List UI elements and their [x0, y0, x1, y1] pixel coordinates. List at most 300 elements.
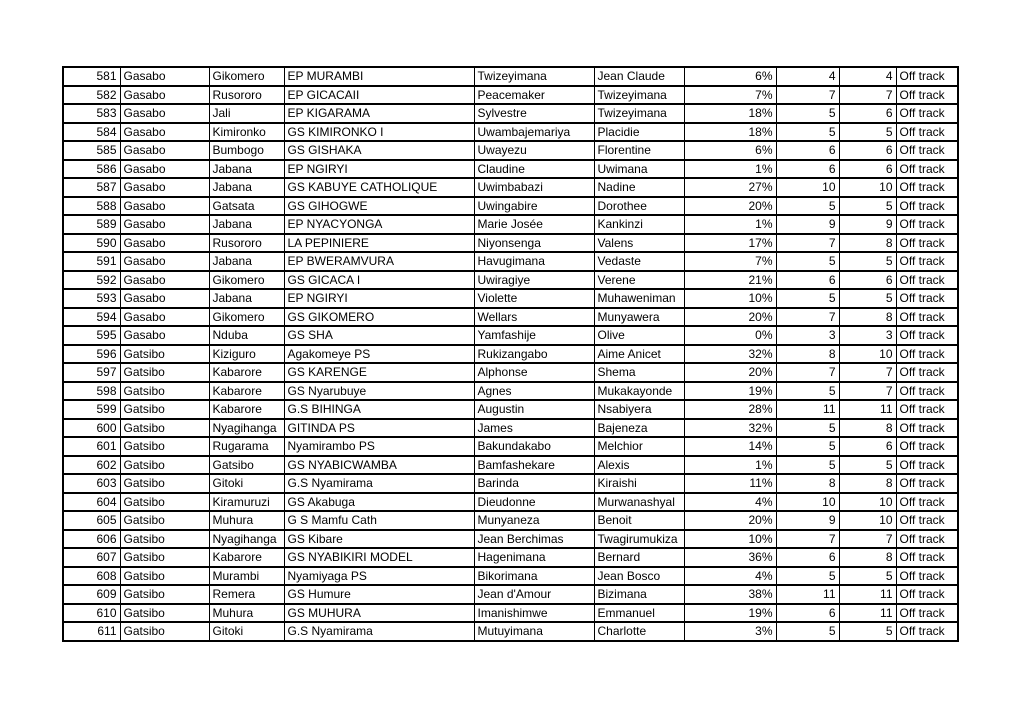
- cell-sector: Kiramuruzi: [209, 493, 284, 512]
- cell-row_number: 587: [63, 178, 120, 197]
- cell-first_name: Bakundakabo: [474, 437, 594, 456]
- cell-value_b: 6: [839, 160, 896, 179]
- cell-value_b: 10: [839, 178, 896, 197]
- cell-row_number: 591: [63, 252, 120, 271]
- cell-value_a: 5: [776, 382, 839, 401]
- cell-sector: Kabarore: [209, 400, 284, 419]
- cell-first_name: Niyonsenga: [474, 234, 594, 253]
- cell-row_number: 583: [63, 104, 120, 123]
- cell-value_a: 5: [776, 104, 839, 123]
- cell-first_name: Imanishimwe: [474, 604, 594, 623]
- cell-row_number: 611: [63, 622, 120, 641]
- cell-last_name: Muhaweniman: [594, 289, 684, 308]
- cell-value_a: 10: [776, 178, 839, 197]
- cell-percent: 7%: [684, 86, 776, 105]
- table-row: [63, 197, 958, 216]
- cell-value_a: 5: [776, 252, 839, 271]
- cell-percent: 18%: [684, 104, 776, 123]
- cell-district: Gatsibo: [120, 382, 209, 401]
- cell-status: Off track: [896, 67, 958, 86]
- cell-value_a: 7: [776, 530, 839, 549]
- cell-value_b: 7: [839, 86, 896, 105]
- cell-first_name: Dieudonne: [474, 493, 594, 512]
- cell-district: Gatsibo: [120, 530, 209, 549]
- cell-district: Gatsibo: [120, 511, 209, 530]
- cell-district: Gasabo: [120, 104, 209, 123]
- cell-value_a: 8: [776, 474, 839, 493]
- cell-status: Off track: [896, 622, 958, 641]
- cell-district: Gasabo: [120, 289, 209, 308]
- cell-status: Off track: [896, 493, 958, 512]
- cell-value_b: 5: [839, 567, 896, 586]
- cell-first_name: Twizeyimana: [474, 67, 594, 86]
- cell-row_number: 610: [63, 604, 120, 623]
- cell-row_number: 588: [63, 197, 120, 216]
- cell-school: G.S Nyamirama: [284, 474, 474, 493]
- cell-school: GS GIHOGWE: [284, 197, 474, 216]
- cell-value_b: 3: [839, 326, 896, 345]
- cell-row_number: 607: [63, 548, 120, 567]
- cell-row_number: 599: [63, 400, 120, 419]
- cell-value_a: 6: [776, 548, 839, 567]
- cell-last_name: Mukakayonde: [594, 382, 684, 401]
- cell-district: Gasabo: [120, 67, 209, 86]
- cell-first_name: Sylvestre: [474, 104, 594, 123]
- cell-value_a: 4: [776, 67, 839, 86]
- cell-school: EP NYACYONGA: [284, 215, 474, 234]
- cell-district: Gasabo: [120, 252, 209, 271]
- cell-first_name: Bikorimana: [474, 567, 594, 586]
- cell-status: Off track: [896, 585, 958, 604]
- cell-sector: Kabarore: [209, 548, 284, 567]
- cell-row_number: 604: [63, 493, 120, 512]
- cell-percent: 38%: [684, 585, 776, 604]
- cell-value_b: 8: [839, 474, 896, 493]
- cell-sector: Nyagihanga: [209, 419, 284, 438]
- cell-last_name: Emmanuel: [594, 604, 684, 623]
- cell-school: GS GICACA I: [284, 271, 474, 290]
- cell-first_name: Bamfashekare: [474, 456, 594, 475]
- cell-status: Off track: [896, 474, 958, 493]
- cell-percent: 21%: [684, 271, 776, 290]
- table-row: [63, 511, 958, 530]
- cell-value_b: 4: [839, 67, 896, 86]
- cell-status: Off track: [896, 530, 958, 549]
- cell-status: Off track: [896, 604, 958, 623]
- table-row: [63, 326, 958, 345]
- cell-last_name: Nadine: [594, 178, 684, 197]
- cell-row_number: 597: [63, 363, 120, 382]
- cell-value_a: 5: [776, 123, 839, 142]
- cell-last_name: Vedaste: [594, 252, 684, 271]
- table-row: [63, 530, 958, 549]
- cell-value_a: 5: [776, 197, 839, 216]
- cell-last_name: Murwanashyal: [594, 493, 684, 512]
- table-row: [63, 474, 958, 493]
- cell-school: G.S Nyamirama: [284, 622, 474, 641]
- cell-school: LA PEPINIERE: [284, 234, 474, 253]
- cell-sector: Gikomero: [209, 271, 284, 290]
- table-row: [63, 141, 958, 160]
- cell-status: Off track: [896, 308, 958, 327]
- cell-last_name: Munyawera: [594, 308, 684, 327]
- table-row: [63, 622, 958, 641]
- cell-value_a: 7: [776, 363, 839, 382]
- table-row: [63, 604, 958, 623]
- cell-district: Gatsibo: [120, 548, 209, 567]
- cell-percent: 1%: [684, 456, 776, 475]
- cell-last_name: Valens: [594, 234, 684, 253]
- cell-sector: Gatsata: [209, 197, 284, 216]
- cell-first_name: Hagenimana: [474, 548, 594, 567]
- cell-last_name: Uwimana: [594, 160, 684, 179]
- cell-first_name: Augustin: [474, 400, 594, 419]
- cell-district: Gatsibo: [120, 585, 209, 604]
- cell-value_b: 5: [839, 252, 896, 271]
- cell-last_name: Placidie: [594, 123, 684, 142]
- cell-school: Nyamirambo PS: [284, 437, 474, 456]
- cell-status: Off track: [896, 197, 958, 216]
- cell-value_a: 7: [776, 308, 839, 327]
- cell-first_name: Uwingabire: [474, 197, 594, 216]
- cell-value_b: 5: [839, 197, 896, 216]
- cell-percent: 10%: [684, 289, 776, 308]
- cell-row_number: 606: [63, 530, 120, 549]
- cell-district: Gasabo: [120, 234, 209, 253]
- cell-last_name: Kiraishi: [594, 474, 684, 493]
- table-row: [63, 345, 958, 364]
- cell-sector: Jabana: [209, 289, 284, 308]
- cell-row_number: 594: [63, 308, 120, 327]
- cell-district: Gatsibo: [120, 567, 209, 586]
- cell-percent: 32%: [684, 345, 776, 364]
- cell-percent: 19%: [684, 382, 776, 401]
- cell-value_b: 10: [839, 493, 896, 512]
- cell-sector: Jabana: [209, 252, 284, 271]
- table-row: [63, 252, 958, 271]
- cell-status: Off track: [896, 437, 958, 456]
- table-row: [63, 382, 958, 401]
- cell-first_name: Wellars: [474, 308, 594, 327]
- cell-district: Gasabo: [120, 160, 209, 179]
- cell-status: Off track: [896, 234, 958, 253]
- cell-school: GS KIMIRONKO I: [284, 123, 474, 142]
- cell-sector: Rugarama: [209, 437, 284, 456]
- cell-value_a: 9: [776, 511, 839, 530]
- cell-value_a: 3: [776, 326, 839, 345]
- table-row: [63, 123, 958, 142]
- cell-row_number: 586: [63, 160, 120, 179]
- cell-status: Off track: [896, 86, 958, 105]
- cell-sector: Remera: [209, 585, 284, 604]
- cell-percent: 20%: [684, 511, 776, 530]
- table-row: [63, 160, 958, 179]
- cell-row_number: 581: [63, 67, 120, 86]
- cell-first_name: Uwayezu: [474, 141, 594, 160]
- cell-first_name: Havugimana: [474, 252, 594, 271]
- cell-sector: Muhura: [209, 604, 284, 623]
- cell-first_name: Marie Josée: [474, 215, 594, 234]
- cell-value_b: 8: [839, 419, 896, 438]
- table-row: [63, 548, 958, 567]
- cell-district: Gasabo: [120, 197, 209, 216]
- cell-percent: 32%: [684, 419, 776, 438]
- cell-sector: Murambi: [209, 567, 284, 586]
- cell-first_name: Munyaneza: [474, 511, 594, 530]
- cell-value_a: 7: [776, 234, 839, 253]
- cell-value_b: 6: [839, 141, 896, 160]
- cell-value_b: 11: [839, 400, 896, 419]
- cell-sector: Gitoki: [209, 622, 284, 641]
- cell-last_name: Charlotte: [594, 622, 684, 641]
- cell-status: Off track: [896, 215, 958, 234]
- cell-row_number: 584: [63, 123, 120, 142]
- cell-first_name: Mutuyimana: [474, 622, 594, 641]
- cell-first_name: James: [474, 419, 594, 438]
- cell-sector: Kabarore: [209, 363, 284, 382]
- cell-last_name: Bizimana: [594, 585, 684, 604]
- cell-district: Gatsibo: [120, 456, 209, 475]
- cell-row_number: 590: [63, 234, 120, 253]
- cell-row_number: 585: [63, 141, 120, 160]
- cell-value_b: 6: [839, 437, 896, 456]
- cell-district: Gatsibo: [120, 400, 209, 419]
- cell-value_a: 9: [776, 215, 839, 234]
- table-row: [63, 437, 958, 456]
- cell-district: Gatsibo: [120, 419, 209, 438]
- cell-last_name: Verene: [594, 271, 684, 290]
- cell-status: Off track: [896, 326, 958, 345]
- table-row: [63, 567, 958, 586]
- cell-school: EP GICACAII: [284, 86, 474, 105]
- cell-district: Gatsibo: [120, 474, 209, 493]
- cell-percent: 20%: [684, 197, 776, 216]
- cell-status: Off track: [896, 345, 958, 364]
- cell-percent: 4%: [684, 493, 776, 512]
- cell-district: Gasabo: [120, 86, 209, 105]
- cell-school: GS NYABIKIRI MODEL: [284, 548, 474, 567]
- cell-status: Off track: [896, 548, 958, 567]
- cell-row_number: 603: [63, 474, 120, 493]
- report-table-body: [63, 67, 958, 641]
- cell-first_name: Jean d'Amour: [474, 585, 594, 604]
- cell-value_b: 8: [839, 308, 896, 327]
- cell-sector: Nyagihanga: [209, 530, 284, 549]
- cell-value_a: 6: [776, 271, 839, 290]
- cell-status: Off track: [896, 289, 958, 308]
- cell-value_b: 9: [839, 215, 896, 234]
- cell-district: Gatsibo: [120, 345, 209, 364]
- table-row: [63, 104, 958, 123]
- cell-row_number: 600: [63, 419, 120, 438]
- cell-school: GS Kibare: [284, 530, 474, 549]
- cell-school: GITINDA PS: [284, 419, 474, 438]
- cell-value_b: 6: [839, 104, 896, 123]
- cell-value_b: 8: [839, 548, 896, 567]
- cell-row_number: 598: [63, 382, 120, 401]
- cell-status: Off track: [896, 123, 958, 142]
- cell-percent: 18%: [684, 123, 776, 142]
- cell-value_b: 7: [839, 530, 896, 549]
- cell-last_name: Aime Anicet: [594, 345, 684, 364]
- table-row: [63, 234, 958, 253]
- cell-first_name: Uwimbabazi: [474, 178, 594, 197]
- cell-sector: Jabana: [209, 215, 284, 234]
- cell-percent: 28%: [684, 400, 776, 419]
- cell-row_number: 601: [63, 437, 120, 456]
- cell-first_name: Alphonse: [474, 363, 594, 382]
- cell-first_name: Claudine: [474, 160, 594, 179]
- cell-first_name: Uwambajemariya: [474, 123, 594, 142]
- cell-last_name: Kankinzi: [594, 215, 684, 234]
- table-row: [63, 86, 958, 105]
- cell-last_name: Olive: [594, 326, 684, 345]
- cell-percent: 20%: [684, 308, 776, 327]
- cell-value_a: 11: [776, 585, 839, 604]
- cell-school: GS MUHURA: [284, 604, 474, 623]
- cell-row_number: 608: [63, 567, 120, 586]
- cell-last_name: Twagirumukiza: [594, 530, 684, 549]
- cell-value_a: 5: [776, 289, 839, 308]
- cell-value_b: 5: [839, 289, 896, 308]
- cell-percent: 6%: [684, 141, 776, 160]
- cell-sector: Bumbogo: [209, 141, 284, 160]
- cell-status: Off track: [896, 271, 958, 290]
- cell-percent: 11%: [684, 474, 776, 493]
- cell-school: GS SHA: [284, 326, 474, 345]
- cell-value_b: 5: [839, 456, 896, 475]
- cell-last_name: Shema: [594, 363, 684, 382]
- cell-status: Off track: [896, 382, 958, 401]
- cell-percent: 36%: [684, 548, 776, 567]
- cell-row_number: 589: [63, 215, 120, 234]
- cell-school: Nyamiyaga PS: [284, 567, 474, 586]
- cell-row_number: 609: [63, 585, 120, 604]
- table-row: [63, 178, 958, 197]
- table-row: [63, 271, 958, 290]
- cell-district: Gasabo: [120, 308, 209, 327]
- cell-first_name: Jean Berchimas: [474, 530, 594, 549]
- table-row: [63, 493, 958, 512]
- cell-percent: 7%: [684, 252, 776, 271]
- cell-value_b: 8: [839, 234, 896, 253]
- cell-school: G S Mamfu Cath: [284, 511, 474, 530]
- table-row: [63, 456, 958, 475]
- cell-row_number: 593: [63, 289, 120, 308]
- cell-value_a: 5: [776, 437, 839, 456]
- cell-sector: Jabana: [209, 160, 284, 179]
- cell-value_a: 8: [776, 345, 839, 364]
- cell-last_name: Bajeneza: [594, 419, 684, 438]
- cell-sector: Jabana: [209, 178, 284, 197]
- cell-status: Off track: [896, 160, 958, 179]
- cell-last_name: Benoit: [594, 511, 684, 530]
- cell-school: GS KARENGE: [284, 363, 474, 382]
- cell-district: Gatsibo: [120, 604, 209, 623]
- table-row: [63, 400, 958, 419]
- cell-sector: Kimironko: [209, 123, 284, 142]
- cell-last_name: Alexis: [594, 456, 684, 475]
- cell-percent: 4%: [684, 567, 776, 586]
- cell-sector: Gitoki: [209, 474, 284, 493]
- cell-sector: Nduba: [209, 326, 284, 345]
- cell-last_name: Bernard: [594, 548, 684, 567]
- cell-status: Off track: [896, 104, 958, 123]
- cell-value_b: 5: [839, 622, 896, 641]
- cell-district: Gatsibo: [120, 493, 209, 512]
- cell-first_name: Agnes: [474, 382, 594, 401]
- cell-row_number: 592: [63, 271, 120, 290]
- cell-value_a: 6: [776, 604, 839, 623]
- cell-last_name: Florentine: [594, 141, 684, 160]
- school-progress-table: [62, 66, 959, 642]
- cell-percent: 27%: [684, 178, 776, 197]
- cell-school: EP KIGARAMA: [284, 104, 474, 123]
- cell-sector: Kiziguro: [209, 345, 284, 364]
- cell-school: EP NGIRYI: [284, 160, 474, 179]
- cell-district: Gatsibo: [120, 363, 209, 382]
- cell-school: GS GISHAKA: [284, 141, 474, 160]
- cell-school: EP BWERAMVURA: [284, 252, 474, 271]
- cell-sector: Gikomero: [209, 308, 284, 327]
- cell-first_name: Yamfashije: [474, 326, 594, 345]
- cell-value_a: 6: [776, 141, 839, 160]
- table-row: [63, 289, 958, 308]
- cell-status: Off track: [896, 511, 958, 530]
- cell-percent: 10%: [684, 530, 776, 549]
- cell-row_number: 602: [63, 456, 120, 475]
- cell-row_number: 582: [63, 86, 120, 105]
- cell-status: Off track: [896, 456, 958, 475]
- cell-district: Gatsibo: [120, 622, 209, 641]
- cell-percent: 19%: [684, 604, 776, 623]
- cell-school: GS Akabuga: [284, 493, 474, 512]
- cell-school: Agakomeye PS: [284, 345, 474, 364]
- cell-percent: 1%: [684, 215, 776, 234]
- cell-status: Off track: [896, 567, 958, 586]
- cell-value_b: 5: [839, 123, 896, 142]
- cell-school: GS KABUYE CATHOLIQUE: [284, 178, 474, 197]
- cell-value_b: 6: [839, 271, 896, 290]
- cell-district: Gasabo: [120, 123, 209, 142]
- cell-first_name: Rukizangabo: [474, 345, 594, 364]
- cell-district: Gasabo: [120, 178, 209, 197]
- cell-percent: 1%: [684, 160, 776, 179]
- cell-percent: 17%: [684, 234, 776, 253]
- cell-percent: 20%: [684, 363, 776, 382]
- cell-value_b: 11: [839, 585, 896, 604]
- cell-last_name: Twizeyimana: [594, 104, 684, 123]
- cell-sector: Jali: [209, 104, 284, 123]
- table-row: [63, 308, 958, 327]
- cell-value_b: 7: [839, 363, 896, 382]
- cell-sector: Gatsibo: [209, 456, 284, 475]
- cell-district: Gasabo: [120, 141, 209, 160]
- cell-status: Off track: [896, 252, 958, 271]
- cell-last_name: Nsabiyera: [594, 400, 684, 419]
- cell-row_number: 595: [63, 326, 120, 345]
- cell-value_a: 5: [776, 419, 839, 438]
- cell-status: Off track: [896, 419, 958, 438]
- table-row: [63, 215, 958, 234]
- cell-status: Off track: [896, 400, 958, 419]
- cell-school: GS NYABICWAMBA: [284, 456, 474, 475]
- cell-school: GS GIKOMERO: [284, 308, 474, 327]
- cell-percent: 14%: [684, 437, 776, 456]
- cell-sector: Kabarore: [209, 382, 284, 401]
- cell-value_a: 5: [776, 622, 839, 641]
- cell-value_a: 10: [776, 493, 839, 512]
